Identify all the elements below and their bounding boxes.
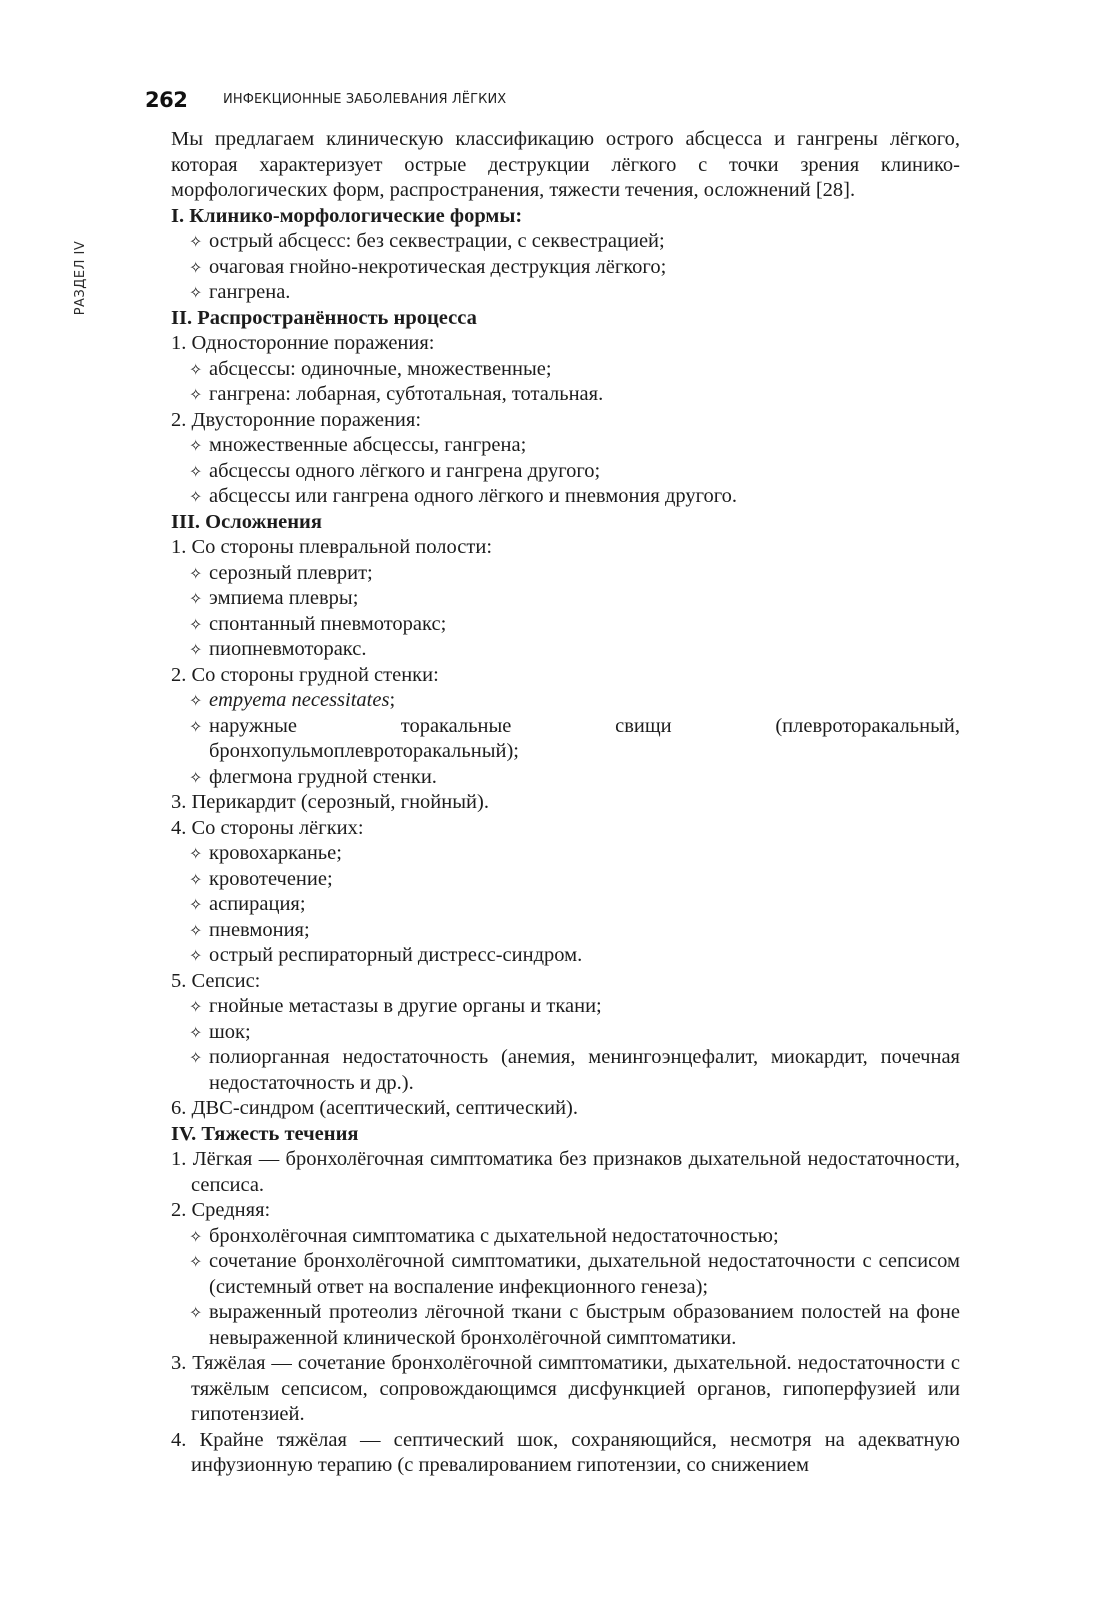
bullet-icon: ✧ (189, 716, 203, 736)
section-heading-2: II. Распространённость нроцесса (171, 306, 477, 329)
bullet-icon: ✧ (189, 1303, 203, 1322)
list-item: ✧ спонтанный пневмоторакс; (171, 612, 960, 638)
numbered-item: 1. Односторонние поражения: (171, 332, 435, 354)
numbered-item: 5. Сепсис: (171, 969, 261, 992)
numbered-item: 3. Перикардит (серозный, гнойный). (171, 791, 489, 813)
numbered-item: 3. Тяжёлая — сочетание бронхолёгочной симптоматики, дыхательной. недостаточности с тяжёлым сепсисом, сопровождающимся дисфункцией органов, гипоперфузией или гипотензией. (171, 1352, 960, 1425)
numbered-item: 2. Со стороны грудной стенки: (171, 663, 439, 686)
list-item: ✧ эмпиема плевры; (171, 586, 960, 612)
latin-term: empyema necessitates (209, 689, 390, 711)
list-item: ✧ шок; (171, 1020, 960, 1046)
bullet-icon: ✧ (189, 232, 203, 251)
numbered-item: 6. ДВС-синдром (асептический, септический). (171, 1097, 578, 1119)
list-item: ✧ острый респираторный дистресс-синдром. (171, 943, 960, 969)
list-item: ✧ флегмона грудной стенки. (171, 765, 960, 791)
bullet-icon: ✧ (189, 359, 203, 379)
bullet-icon: ✧ (189, 895, 203, 914)
section-heading-4: IV. Тяжесть течения (171, 1122, 359, 1145)
numbered-item: 2. Средняя: (171, 1199, 271, 1221)
bullet-icon: ✧ (189, 436, 203, 455)
bullet-icon: ✧ (189, 920, 203, 940)
bullet-icon: ✧ (189, 844, 203, 863)
list-item: ✧ гангрена: лобарная, субтотальная, тотальная. (171, 382, 960, 408)
bullet-icon: ✧ (189, 614, 203, 634)
bullet-icon: ✧ (189, 589, 203, 608)
numbered-item: 2. Двусторонние поражения: (171, 408, 422, 431)
list-item: ✧ пневмония; (171, 918, 960, 944)
bullet-icon: ✧ (189, 563, 203, 583)
bullet-icon: ✧ (189, 1022, 203, 1042)
list-item: ✧ абсцессы или гангрена одного лёгкого и пневмония другого. (171, 484, 960, 510)
bullet-icon: ✧ (189, 385, 203, 404)
bullet-icon: ✧ (189, 997, 203, 1016)
list-item: ✧ выраженный протеолиз лёгочной ткани с быстрым образованием полостей на фоне невыраженной клинической бронхолёгочной симптоматики. (189, 1301, 960, 1349)
list-item: ✧ серозный плеврит; (171, 561, 960, 587)
list-item: ✧ очаговая гнойно-некротическая деструкция лёгкого; (171, 255, 960, 281)
list-item: ✧ кровотечение; (171, 867, 960, 893)
list-item: ✧ сочетание бронхолёгочной симптоматики, дыхательной недостаточности с сепсисом (системный ответ на воспаление инфекционного генеза); (189, 1250, 960, 1298)
page-body (171, 127, 960, 1479)
bullet-icon: ✧ (189, 691, 203, 710)
list-item: ✧ гангрена. (171, 280, 960, 306)
list-item: ✧ empyema necessitates; (171, 688, 960, 714)
bullet-icon: ✧ (189, 640, 203, 659)
list-item: ✧ полиорганная недостаточность (анемия, менингоэнцефалит, миокардит, почечная недостаточность и др.). (189, 1046, 960, 1094)
list-item: ✧ аспирация; (171, 892, 960, 918)
bullet-icon: ✧ (189, 946, 203, 965)
bullet-icon: ✧ (189, 487, 203, 506)
numbered-item: 4. Крайне тяжёлая — септический шок, сохраняющийся, несмотря на адекватную инфузионную терапию (с превалированием гипотензии, со снижением (171, 1428, 960, 1476)
list-item: ✧ наружные торакальные свищи (плевроторакальный, бронхопульмоплевроторакальный); (189, 714, 960, 762)
list-item: ✧ множественные абсцессы, гангрена; (171, 433, 960, 459)
list-item: ✧ абсцессы одного лёгкого и гангрена другого; (171, 459, 960, 485)
bullet-icon: ✧ (189, 257, 203, 277)
page-number: 262 (145, 88, 188, 112)
list-item: ✧ пиопневмоторакс. (171, 637, 960, 663)
bullet-icon: ✧ (189, 461, 203, 481)
section-heading-1: I. Клинико-морфологические формы: (171, 204, 523, 227)
bullet-icon: ✧ (189, 283, 203, 302)
section-side-label: РАЗДЕЛ IV (73, 240, 88, 316)
bullet-icon: ✧ (189, 767, 203, 787)
list-item: ✧ бронхолёгочная симптоматика с дыхательной недостаточностью; (171, 1224, 960, 1250)
list-item: ✧ кровохарканье; (171, 841, 960, 867)
list-item: ✧ острый абсцесс: без секвестрации, с секвестрацией; (171, 229, 960, 255)
bullet-icon: ✧ (189, 1252, 203, 1271)
numbered-item: 1. Лёгкая — бронхолёгочная симптоматика без признаков дыхательной недостаточности, сепсиса. (171, 1148, 960, 1196)
intro-paragraph: Мы предлагаем клиническую классификацию острого абсцесса и гангрены лёгкого, которая характеризует острые деструкции лёгкого с точки зрения клинико-морфологических форм, распространения, тяжести течения, осложнений [28]. (171, 128, 960, 201)
bullet-icon: ✧ (189, 1226, 203, 1246)
numbered-item: 1. Со стороны плевральной полости: (171, 536, 493, 558)
bullet-icon: ✧ (189, 1048, 203, 1067)
list-item: ✧ гнойные метастазы в другие органы и ткани; (171, 994, 960, 1020)
list-item: ✧ абсцессы: одиночные, множественные; (171, 357, 960, 383)
running-header: ИНФЕКЦИОННЫЕ ЗАБОЛЕВАНИЯ ЛЁГКИХ (223, 92, 507, 107)
numbered-item: 4. Со стороны лёгких: (171, 816, 364, 839)
section-heading-3: III. Осложнения (171, 510, 322, 533)
bullet-icon: ✧ (189, 869, 203, 889)
